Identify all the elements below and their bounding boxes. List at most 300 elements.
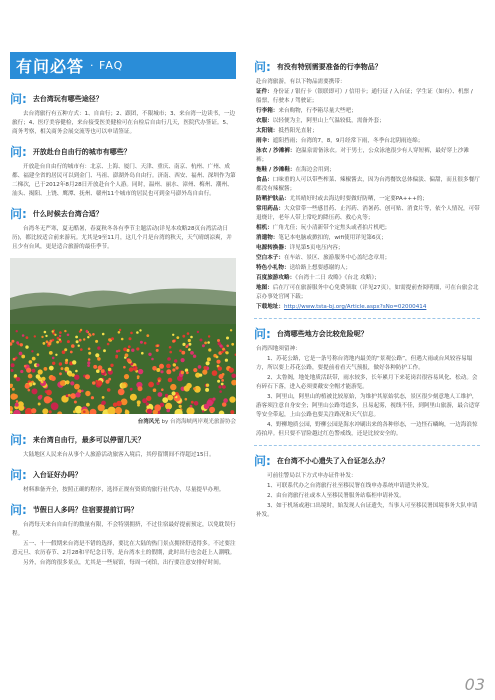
question-q6 <box>10 501 236 518</box>
packing-item-key: 衣服： <box>256 118 273 124</box>
flower-dot <box>129 367 133 371</box>
flower-dot <box>191 401 194 404</box>
flower-dot <box>86 330 88 332</box>
flower-dot <box>41 377 45 381</box>
flower-dot <box>130 394 137 401</box>
packing-item-key: 空白本子： <box>256 255 284 261</box>
answer-paragraph: 3、如于机场或港口出境时，始发现人台证遗失，当事人可至移民署国境事务大队申请补发。 <box>256 503 478 518</box>
question-marker: 问: <box>254 454 271 468</box>
flower-dot <box>230 410 234 414</box>
photo-caption <box>10 417 236 425</box>
flower-dot <box>119 329 121 331</box>
flower-dot <box>190 405 193 408</box>
flower-dot <box>193 387 196 390</box>
packing-item <box>256 176 480 194</box>
packing-item-key: 行李箱： <box>256 108 279 114</box>
flower-dot <box>193 368 197 372</box>
flower-dot <box>32 388 38 394</box>
packing-item <box>256 137 480 146</box>
flower-dot <box>111 337 114 340</box>
flower-dot <box>74 401 77 404</box>
answer-paragraph: 可前往警局以下方式申办证件补发： <box>267 473 357 479</box>
flower-dot <box>181 371 184 374</box>
flower-dot <box>207 341 210 344</box>
question-text: 入台证好办吗？ <box>32 470 82 479</box>
flower-dot <box>103 349 106 352</box>
flower-field-image <box>10 258 236 414</box>
flower-dot <box>33 382 36 385</box>
packing-item <box>256 107 480 116</box>
page-number: 03 <box>464 675 485 694</box>
packing-item-value: 后在厅可在旅游服务中心免费领取（详见27页），如需提前查阅明细，可在台旅会北京办事处官网下载； <box>256 285 479 300</box>
flower-dot <box>83 338 85 340</box>
flower-dot <box>70 381 74 385</box>
download-link[interactable]: http://www.tsta-bj.org/Article.aspx?sNo=02000414 <box>283 304 427 310</box>
question-marker: 问: <box>10 468 27 482</box>
flower-dot <box>101 402 104 405</box>
flower-dot <box>136 347 139 350</box>
flower-dot <box>148 353 151 356</box>
flower-dot <box>97 346 100 349</box>
packing-item <box>256 234 480 243</box>
flower-dot <box>68 394 71 397</box>
flower-dot <box>75 336 78 339</box>
flower-dot <box>80 329 82 331</box>
flower-dot <box>107 388 111 392</box>
flower-dot <box>216 360 220 364</box>
flower-dot <box>175 366 178 369</box>
flower-dot <box>31 350 33 352</box>
answer-paragraph: 开放赴台自由行的城市有：北京、上海、厦门、天津、重庆、南京、杭州、广州、成都、福建全省的居民可以到金门、马祖、澎湖外岛自由行。济南、西安、福州、深圳作为第二梯次，已于2012年8月28日开放赴台个人游。同时，温州、丽水、漳州、梅州、潮州、汕头、揭阳、上饶、鹰潭、抚州、赣州11个城市的居民也可到金马澎外岛自由行。 <box>12 164 236 197</box>
flower-dot <box>87 364 90 367</box>
packing-item-value: 大众常带一些感冒药、止泻药、消暑药、创可贴、消食片等，依个人情况，可带退烧计，老年人带上常吃的降压药、救心丸等； <box>256 206 480 221</box>
flower-dot <box>123 366 126 369</box>
flower-dot <box>79 339 82 342</box>
question-marker: 问: <box>254 60 271 74</box>
packing-item <box>256 127 480 136</box>
download-row <box>256 303 480 312</box>
right-column <box>254 52 480 521</box>
flower-dot <box>38 403 41 406</box>
flower-dot <box>55 354 57 356</box>
flower-dot <box>223 398 228 403</box>
flower-dot <box>225 359 228 362</box>
flower-dot <box>11 369 14 372</box>
flower-dot <box>169 346 172 349</box>
packing-item-key: 特色小礼物： <box>256 265 290 271</box>
question-text: 有没有特别需要准备的行李物品？ <box>276 62 382 71</box>
flower-dot <box>16 330 18 332</box>
photo-caption-title: 台湾风光 <box>137 419 160 425</box>
flower-dot <box>74 384 80 390</box>
question-q4 <box>10 431 236 448</box>
flower-dot <box>151 358 154 361</box>
flower-dot <box>87 336 89 338</box>
packing-item-key: 相机： <box>256 225 273 231</box>
flower-dot <box>231 374 236 379</box>
flower-dot <box>26 336 29 339</box>
flower-dot <box>138 369 143 374</box>
flower-dot <box>212 370 218 376</box>
flower-dot <box>146 334 149 337</box>
flower-dot <box>59 339 61 341</box>
flower-dot <box>159 364 164 369</box>
flower-dot <box>48 342 51 345</box>
flower-dot <box>231 343 234 346</box>
question-q1 <box>10 90 236 107</box>
flower-dot <box>20 343 23 346</box>
flower-dot <box>218 366 222 370</box>
flower-dot <box>25 384 30 389</box>
answer-q4 <box>10 451 236 460</box>
flower-dot <box>190 351 194 355</box>
answer-q5 <box>10 486 236 495</box>
flower-dot <box>19 352 23 356</box>
flower-dot <box>186 383 192 389</box>
flower-dot <box>67 340 70 343</box>
packing-item-key: 防晒护肤品： <box>256 196 290 202</box>
answer-q8 <box>254 345 480 439</box>
question-q3 <box>10 205 236 222</box>
flower-dot <box>38 369 43 374</box>
flower-dot <box>11 363 15 367</box>
packing-item-key: 太阳镜： <box>256 128 279 134</box>
flower-dot <box>64 330 66 332</box>
flower-dot <box>70 393 76 399</box>
packing-item <box>256 224 480 233</box>
flower-dot <box>12 388 15 391</box>
packing-item-key: 百度旅游攻略： <box>256 275 296 281</box>
flower-dot <box>16 377 20 381</box>
flower-dot <box>182 335 185 338</box>
flower-dot <box>97 380 103 386</box>
flower-dot <box>60 380 66 386</box>
flower-dot <box>44 396 51 403</box>
flower-dot <box>123 348 127 352</box>
flower-dot <box>72 360 76 364</box>
photo-caption-credit: by 台湾海峡两岸观光旅游协会 <box>161 419 236 425</box>
flower-dot <box>45 335 47 337</box>
flower-dot <box>167 395 173 401</box>
packing-item-key: 泳衣 / 沙滩裤： <box>256 148 296 154</box>
flower-dot <box>52 330 54 332</box>
flower-dot <box>128 345 131 348</box>
flower-dot <box>221 351 224 354</box>
flower-dot <box>61 367 64 370</box>
question-text: 开放赴台自由行的城市有哪些？ <box>32 147 131 156</box>
flower-dot <box>28 389 31 392</box>
answer-q2 <box>10 163 236 199</box>
flower-dot <box>166 364 171 369</box>
flower-dot <box>83 410 86 413</box>
flower-dot <box>85 391 90 396</box>
header-title: 有问必答 <box>16 57 85 76</box>
flower-dot <box>205 388 209 392</box>
flower-dot <box>162 397 168 403</box>
flower-dot <box>156 349 159 352</box>
flower-dot <box>158 392 163 397</box>
flower-dot <box>212 398 215 401</box>
flower-dot <box>22 334 25 337</box>
packing-item-key: 地图： <box>256 285 273 291</box>
question-text: 台湾哪些地方会比较危险呢？ <box>276 329 368 338</box>
answer-q1 <box>10 110 236 137</box>
packing-item-value: 身份证 / 银行卡（银联即可）/ 信用卡；通行证 / 入台证；学生证（如有）、机票 / 船票，行驶本 / 驾驶证； <box>256 89 473 104</box>
answer-paragraph: 去台湾旅行有五种方式：1、自由行；2、跟团，不限城市；3、来台湾一边读书，一边旅行；4、医疗美容健检，来台接受医美健检可在台检后自由行几天，医院代办签证。5、商务考察，相关商务会展交流等也可以申请签证。 <box>12 111 236 135</box>
question-marker: 问: <box>254 327 271 341</box>
flower-dot <box>29 360 33 364</box>
flower-dot <box>44 367 48 371</box>
flower-dot <box>182 343 185 346</box>
flower-dot <box>200 339 203 342</box>
question-q7 <box>254 58 480 75</box>
flower-dot <box>136 331 139 334</box>
flower-dot <box>154 404 161 411</box>
flower-dot <box>51 402 59 410</box>
packing-item-value: 《台湾十二日 攻略》《台北 攻略》； <box>295 275 380 281</box>
packing-item-value: 笔记本电脑或掀扣的，wifi使用详见第6页； <box>278 235 387 241</box>
flower-dot <box>68 373 72 377</box>
answer-paragraph: 2、太鲁阁，地处地质活跃带，雨水较多，长年累月下来花岗岩很容易风化、松动。会有碎石下落，进入必须要戴安全帽才能游览。 <box>256 375 478 390</box>
flower-dot <box>144 342 147 345</box>
flower-dot <box>78 345 80 347</box>
flower-dot <box>193 355 196 358</box>
flower-dot <box>102 396 105 399</box>
flower-dot <box>187 332 190 335</box>
flower-dot <box>169 351 172 354</box>
flower-dot <box>88 352 91 355</box>
flower-dot <box>74 375 79 380</box>
flower-dot <box>31 408 36 413</box>
flower-dot <box>118 331 121 334</box>
flower-dot <box>146 402 149 405</box>
flower-dot <box>156 382 159 385</box>
flower-dot <box>202 370 207 375</box>
flower-dot <box>67 334 70 337</box>
question-q8 <box>254 325 480 342</box>
flower-dot <box>32 357 36 361</box>
question-text: 什么时候去台湾合适？ <box>32 209 103 218</box>
flower-dot <box>14 374 17 377</box>
packing-item-value: 口味重的人可以带些榨菜、辣椒酱去，因为台湾餐饮总体偏淡、偏甜，而且很多餐厅都没有辣椒酱； <box>256 177 480 192</box>
question-marker: 问: <box>10 433 27 447</box>
flower-dot <box>153 388 157 392</box>
flower-dot <box>226 345 229 348</box>
flower-dot <box>46 340 49 343</box>
packing-item-value: 送给路上想要感谢的人； <box>289 265 352 271</box>
flower-dot <box>124 374 129 379</box>
flower-dot <box>166 369 171 374</box>
packing-item-value: 详见第5页电压内容； <box>289 245 344 251</box>
flower-dot <box>121 383 126 388</box>
flower-dot <box>118 389 125 396</box>
flower-dot <box>229 396 235 402</box>
flower-dot <box>76 340 79 343</box>
flower-dot <box>206 384 209 387</box>
question-marker: 问: <box>10 145 27 159</box>
flower-dot <box>179 405 182 408</box>
flower-dot <box>148 382 154 388</box>
flower-dot <box>32 369 36 373</box>
flower-dot <box>88 333 91 336</box>
packing-item <box>256 117 480 126</box>
flower-dot <box>13 358 16 361</box>
flower-dot <box>170 384 176 390</box>
flower-dot <box>188 348 191 351</box>
flower-dot <box>190 336 193 339</box>
packing-item <box>256 254 480 263</box>
flower-dot <box>56 341 59 344</box>
flower-dot <box>75 370 78 373</box>
packing-item <box>256 264 480 273</box>
flower-dot <box>131 349 134 352</box>
packing-item <box>256 147 480 165</box>
section-divider <box>254 318 480 319</box>
answer-paragraph: 台湾冬无严寒，夏无酷暑，春夏秋冬各有季节主题活动(详见本攻略28页台湾活动日历)，都比较适合前来游玩。尤其是9至11月，这几个月是台湾的秋天，天气晴朗凉爽，并且少有台风，更是适合旅游的最佳季节。 <box>12 226 232 250</box>
flower-dot <box>115 407 122 414</box>
flower-dot <box>206 361 210 365</box>
flower-dot <box>38 396 42 400</box>
flower-dot <box>217 339 220 342</box>
packing-item-key: 证件： <box>256 89 273 95</box>
flower-dot <box>86 403 90 407</box>
answer-intro: 台湾四地须留神： <box>256 346 301 352</box>
flower-dot <box>160 370 163 373</box>
question-text: 去台湾玩有哪些途径？ <box>32 94 103 103</box>
flower-dot <box>41 336 43 338</box>
flower-dot <box>202 344 205 347</box>
flower-dot <box>75 392 80 397</box>
packing-list <box>256 88 480 302</box>
packing-item-key: 消遣物： <box>256 235 279 241</box>
flower-dot <box>49 410 52 413</box>
flower-dot <box>110 364 113 367</box>
flower-dot <box>51 376 56 381</box>
flower-dot <box>116 401 122 407</box>
flower-dot <box>130 388 133 391</box>
flower-dot <box>226 337 229 340</box>
answer-paragraph: 1、苏花公路，它是一条号称台湾地内最美的“景观公路”，但遇大雨或台风较容易塌方，所以要上苏花公路，要提前看看天气预报，做好各种防护工作。 <box>256 356 473 371</box>
flower-dot <box>37 353 40 356</box>
packing-item-value: 泡温泉需备泳衣。对于男士，公众泳池很少有人穿短裤，最好穿上沙滩裤； <box>256 148 469 163</box>
packing-item-key: 拖鞋 / 沙滩鞋： <box>256 167 296 173</box>
flower-dot <box>229 368 234 373</box>
flower-dot <box>115 356 118 359</box>
packing-item-value: 以轻便为主，阿里山上气温较低，需备外套； <box>272 118 385 124</box>
flower-dot <box>16 400 19 403</box>
flower-dot <box>172 334 174 336</box>
flower-dot <box>20 370 23 373</box>
answer-paragraph: 大陆地区人民来台从事个人旅游活动旅客入境后，其停留期间不得超过15日。 <box>23 452 215 458</box>
flower-dot <box>173 363 176 366</box>
flower-dot <box>18 405 24 411</box>
flower-dot <box>70 351 73 354</box>
flower-dot <box>95 340 98 343</box>
question-q9 <box>254 452 480 469</box>
left-column <box>10 84 236 569</box>
packing-item-value: 广角尤佳；玩小清新带个定焦头或者拍片机吧； <box>272 225 391 231</box>
flower-dot <box>64 348 67 351</box>
flower-dot <box>217 380 220 383</box>
question-text: 节假日人多吗？住宿要提前订吗？ <box>32 505 138 514</box>
flower-dot <box>118 350 121 353</box>
flower-dot <box>59 372 62 375</box>
packing-item-value: 尤其晴好时或去海边时要做好防晒，一定要PA+++的； <box>289 196 428 202</box>
flower-dot <box>198 365 202 369</box>
answer-paragraph: 1、可联系代办之台湾旅行社至移民署在线申办系统申请遗失补发。 <box>267 483 433 489</box>
flower-dot <box>44 331 47 334</box>
question-marker: 问: <box>10 92 27 106</box>
flower-dot <box>230 329 232 331</box>
flower-dot <box>91 396 94 399</box>
answer-q6 <box>10 521 236 568</box>
flower-dot <box>125 353 129 357</box>
flower-dot <box>137 400 141 404</box>
answer-paragraph: 3、阿里山，阿里山的植被比较原始，为维护其原始状态，景区很少刻意地人工维护，游客须注意自身安全；阿里山公路弯道多，且易起雾，视线不佳，到阿里山旅游，最合适穿等安全带起，上山公路也要关注路况和天气信息。 <box>256 394 480 418</box>
flower-dot <box>219 374 224 379</box>
flower-dot <box>207 400 213 406</box>
flower-dot <box>218 342 221 345</box>
flower-dot <box>25 345 28 348</box>
answer-paragraph: 4、野柳地质公园，野柳公园是海水冲刷出来的各种形态，一边怪石嶙峋，一边海浪惊涛拍岸。但只要不冒险越过红色警戒线，还是比较安全的。 <box>256 422 478 437</box>
flower-dot <box>24 365 27 368</box>
packing-item-key: 常用药品： <box>256 206 284 212</box>
flower-dot <box>15 403 19 407</box>
flower-dot <box>133 366 135 368</box>
flower-dot <box>156 344 159 347</box>
packing-item-value: 在车站、景区、旅游服务中心盖纪念章用； <box>283 255 391 261</box>
section-divider <box>254 445 480 446</box>
flower-dot <box>203 366 207 370</box>
answer-q7 <box>254 78 480 312</box>
question-q5 <box>10 466 236 483</box>
flower-dot <box>186 371 189 374</box>
flower-dot <box>141 352 144 355</box>
question-text: 来台湾自由行，最多可以停留几天？ <box>32 435 145 444</box>
flower-dot <box>36 364 39 367</box>
flower-dot <box>161 388 164 391</box>
flower-dot <box>46 390 52 396</box>
flower-dot <box>10 393 16 399</box>
flower-dot <box>221 379 224 382</box>
flower-dot <box>95 353 99 357</box>
question-text: 在台湾不小心遗失了入台证怎么办？ <box>276 456 389 465</box>
flower-dot <box>142 398 147 403</box>
flower-dot <box>202 410 204 412</box>
flower-dot <box>140 341 143 344</box>
flower-dot <box>188 339 191 342</box>
flower-dot <box>65 359 68 362</box>
flower-dot <box>209 407 215 413</box>
flower-dot <box>52 362 55 365</box>
packing-item-value: 抵挡阳光直射； <box>278 128 318 134</box>
flower-dot <box>168 378 173 383</box>
packing-item <box>256 195 480 204</box>
download-label: 下载地址： <box>256 304 284 310</box>
flower-dot <box>179 349 182 352</box>
flower-dot <box>59 335 61 337</box>
flower-dot <box>222 385 226 389</box>
answer-paragraph: 2、由台湾旅行社或本人至移民署服务站临柜申请补发。 <box>267 493 405 499</box>
flower-dot <box>181 351 185 355</box>
flower-dot <box>92 333 95 336</box>
flower-dot <box>130 332 133 335</box>
packing-item <box>256 274 480 283</box>
flower-dot <box>108 368 112 372</box>
flower-dot <box>147 409 152 414</box>
faq-header <box>10 52 236 79</box>
flower-dot <box>121 338 124 341</box>
